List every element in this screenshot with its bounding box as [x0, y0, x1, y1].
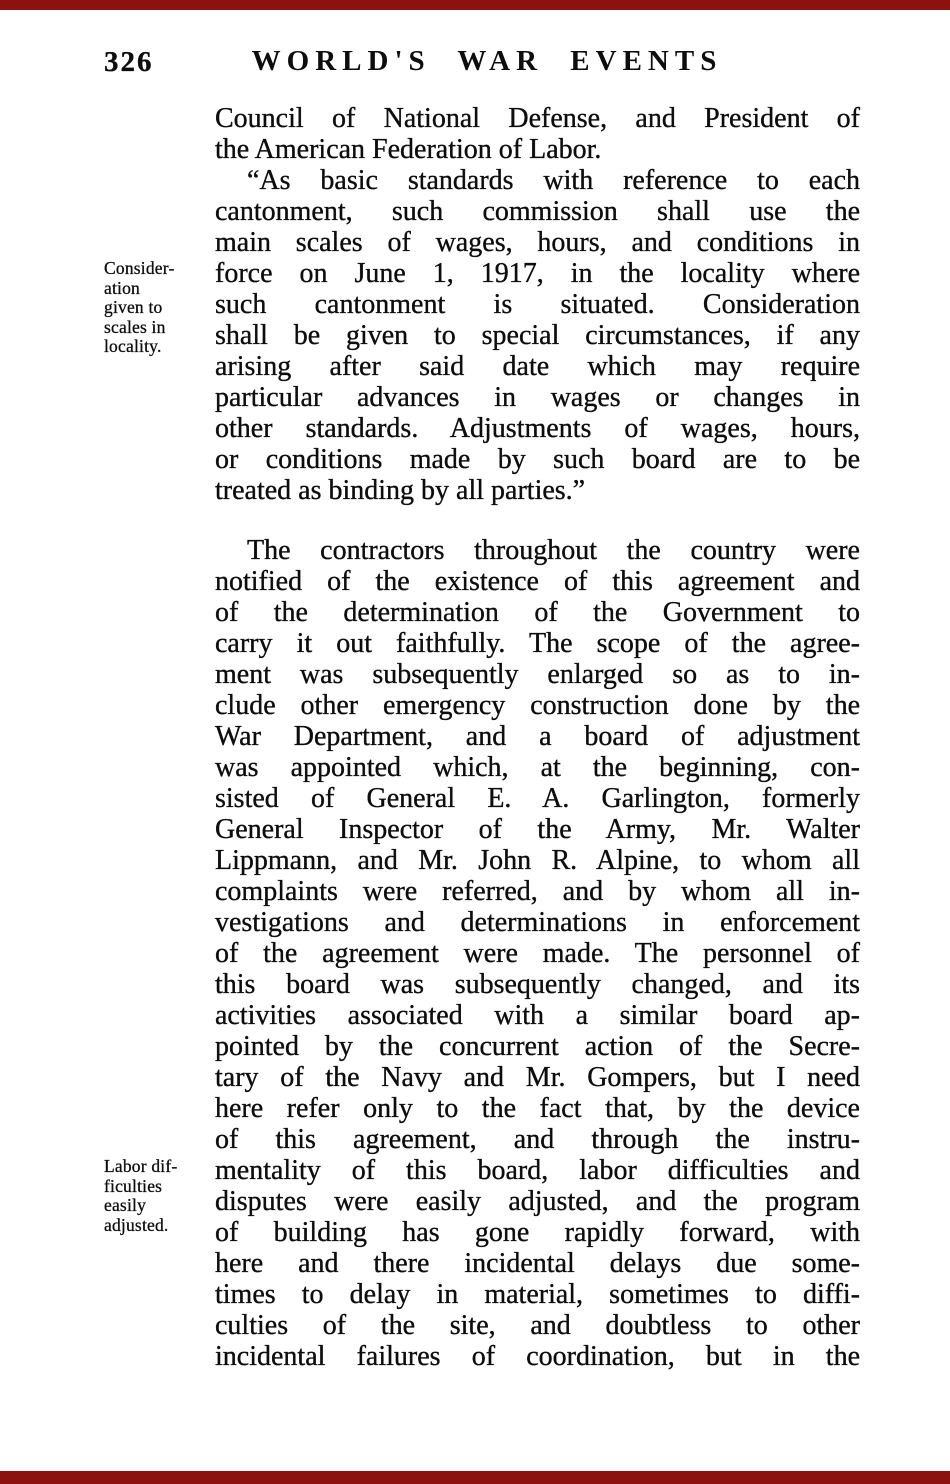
text-line: particular advances in wages or changes in: [215, 382, 860, 413]
text-line: The contractors throughout the country were: [247, 535, 860, 566]
text-line: Lippmann, and Mr. John R. Alpine, to whom all: [215, 845, 860, 876]
text-line: pointed by the concurrent action of the Secre-: [215, 1031, 860, 1062]
text-line: of building has gone rapidly forward, with: [215, 1217, 860, 1248]
text-line: sisted of General E. A. Garlington, formerly: [215, 783, 860, 814]
text-line: vestigations and determinations in enforcement: [215, 907, 860, 938]
text-line: shall be given to special circumstances, if any: [215, 320, 860, 351]
running-title: WORLD'S WAR EVENTS: [251, 45, 723, 77]
text-line: of this agreement, and through the instru-: [215, 1124, 860, 1155]
page-number: 326: [104, 46, 154, 78]
text-line: here and there incidental delays due some-: [215, 1248, 860, 1279]
text-line: of the agreement were made. The personnel of: [215, 938, 860, 969]
text-line: culties of the site, and doubtless to other: [215, 1310, 860, 1341]
text-line: tary of the Navy and Mr. Gompers, but I need: [215, 1062, 860, 1093]
text-line: arising after said date which may require: [215, 351, 860, 382]
text-line: was appointed which, at the beginning, con-: [215, 752, 860, 783]
text-line: activities associated with a similar board ap-: [215, 1000, 860, 1031]
scan-edge-top-bar: [0, 0, 950, 10]
text-line: clude other emergency construction done by the: [215, 690, 860, 721]
text-line: times to delay in material, sometimes to diffi-: [215, 1279, 860, 1310]
text-line: other standards. Adjustments of wages, hours,: [215, 413, 860, 444]
margin-note-line: Labor dif-: [104, 1156, 178, 1176]
text-line: complaints were referred, and by whom all in-: [215, 876, 860, 907]
text-line: mentality of this board, labor difficulties and: [215, 1155, 860, 1186]
margin-note-line: scales in: [104, 316, 166, 337]
text-line: here refer only to the fact that, by the device: [215, 1093, 860, 1124]
margin-note-line: ficulties: [104, 1175, 163, 1196]
margin-note-consideration: [104, 259, 216, 357]
paragraph: [215, 103, 860, 165]
text-line: disputes were easily adjusted, and the program: [215, 1186, 860, 1217]
text-line: force on June 1, 1917, in the locality where: [215, 258, 860, 289]
text-line: treated as binding by all parties.”: [215, 475, 586, 506]
margin-note-line: easily: [104, 1195, 147, 1215]
margin-note-line: locality.: [104, 336, 162, 356]
text-line: Council of National Defense, and President of: [215, 103, 860, 134]
text-line: carry it out faithfully. The scope of the agree-: [215, 628, 860, 659]
text-line: such cantonment is situated. Consideration: [215, 289, 860, 320]
text-line: ment was subsequently enlarged so as to in-: [215, 659, 860, 690]
margin-note-line: given to: [104, 297, 163, 317]
body-text-column: [215, 103, 860, 1372]
paragraph: [215, 535, 860, 1372]
text-line: this board was subsequently changed, and its: [215, 969, 860, 1000]
text-line: cantonment, such commission shall use the: [215, 196, 860, 227]
text-line: incidental failures of coordination, but in the: [215, 1341, 860, 1372]
paragraph: [215, 165, 860, 506]
text-line: War Department, and a board of adjustment: [215, 721, 860, 752]
margin-note-line: Consider-: [104, 258, 175, 278]
text-line: notified of the existence of this agreement and: [215, 566, 860, 597]
scan-edge-bottom-bar: [0, 1471, 950, 1484]
text-line: of the determination of the Government to: [215, 597, 860, 628]
text-line: “As basic standards with reference to each: [247, 165, 860, 196]
text-line: the American Federation of Labor.: [215, 134, 602, 165]
text-line: or conditions made by such board are to be: [215, 444, 860, 475]
text-line: General Inspector of the Army, Mr. Walter: [215, 814, 860, 845]
margin-note-labor: [104, 1157, 216, 1235]
text-line: main scales of wages, hours, and conditions in: [215, 227, 860, 258]
margin-note-line: adjusted.: [104, 1214, 169, 1235]
margin-note-line: ation: [104, 277, 140, 298]
